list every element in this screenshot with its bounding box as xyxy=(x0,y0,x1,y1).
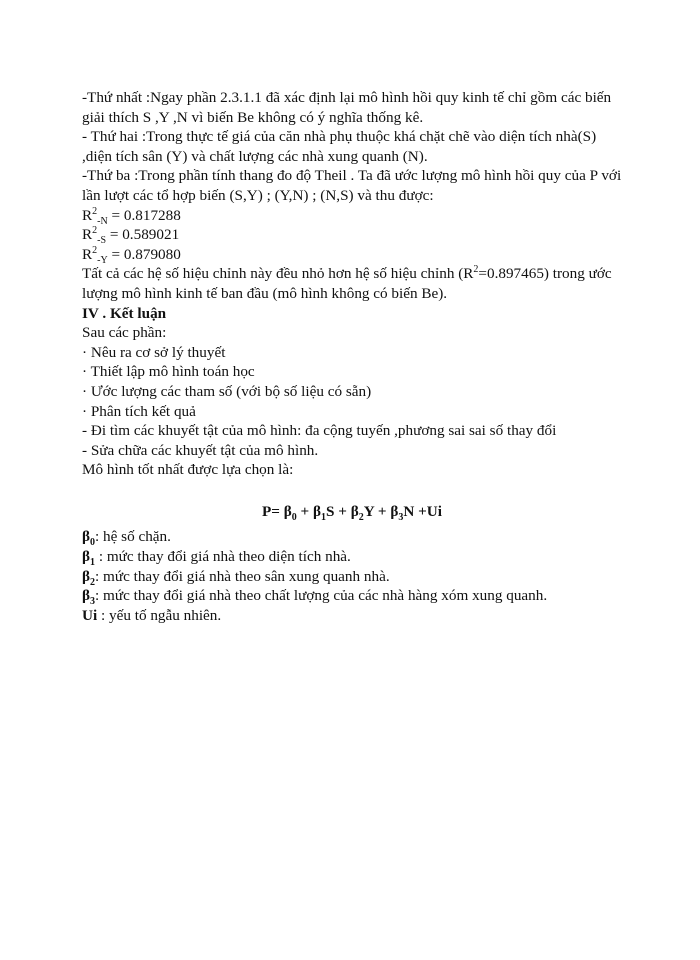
formula-sub: 0 xyxy=(291,511,297,523)
formula-part: P= β xyxy=(262,502,292,520)
definition-symbol: Ui xyxy=(82,606,98,624)
definition-symbol: β xyxy=(82,548,91,566)
paragraph-first: -Thứ nhất :Ngay phần 2.3.1.1 đã xác định lại mô hình hồi quy kinh tế chỉ gồm các biến giải thích S ,Y ,N vì biến Be không có ý nghĩa thống kê. xyxy=(82,89,612,126)
r2-line-s xyxy=(82,225,622,245)
definition-text: : mức thay đổi giá nhà theo diện tích nhà. xyxy=(95,548,351,566)
formula-part: N +Ui xyxy=(403,502,442,520)
r2-line-y xyxy=(82,245,622,265)
r2-sub: -Y xyxy=(97,254,108,266)
definition-beta1 xyxy=(82,547,622,567)
r2-value: = 0.879080 xyxy=(107,245,181,263)
section-heading-conclusion: IV . Kết luận xyxy=(82,304,167,322)
r2-value: = 0.589021 xyxy=(106,226,180,244)
list-item: - Sửa chữa các khuyết tật của mô hình. xyxy=(82,441,319,459)
definition-beta2 xyxy=(82,567,622,587)
formula-sub: 2 xyxy=(358,511,364,523)
definition-symbol: β xyxy=(82,567,91,585)
r2-sup: 2 xyxy=(92,205,98,217)
definition-sub: 0 xyxy=(90,537,96,549)
list-item: · Nêu ra cơ sở lý thuyết xyxy=(82,343,226,361)
comparison-paragraph xyxy=(82,264,622,303)
comparison-after: =0.897465) trong ước lượng mô hình kinh tế ban đầu (mô hình không có biến Be). xyxy=(82,265,612,302)
comparison-before: Tất cả các hệ số hiệu chỉnh này đều nhỏ hơn hệ số hiệu chỉnh (R xyxy=(82,265,474,283)
definition-sub: 3 xyxy=(90,596,96,608)
r2-base: R xyxy=(82,245,93,263)
definition-sub: 2 xyxy=(90,576,96,588)
document-body xyxy=(82,88,622,625)
r2-value: = 0.817288 xyxy=(107,206,181,224)
chosen-model-line: Mô hình tốt nhất được lựa chọn là: xyxy=(82,461,294,479)
intro-line: Sau các phần: xyxy=(82,324,167,342)
definition-beta0 xyxy=(82,527,622,547)
definition-text: : hệ số chặn. xyxy=(95,528,171,546)
r2-base: R xyxy=(82,206,93,224)
definition-symbol: β xyxy=(82,587,91,605)
formula-part: Y + β xyxy=(363,502,399,520)
definition-text: : mức thay đổi giá nhà theo chất lượng của các nhà hàng xóm xung quanh. xyxy=(95,587,548,605)
paragraph-third: -Thứ ba :Trong phần tính thang đo độ Theil . Ta đã ước lượng mô hình hồi quy của P với lần lượt các tổ hợp biến (S,Y) ; (Y,N) ; (N,S) và thu được: xyxy=(82,167,622,204)
comparison-sup: 2 xyxy=(473,264,479,276)
r2-base: R xyxy=(82,226,93,244)
list-item: - Đi tìm các khuyết tật của mô hình: đa cộng tuyến ,phương sai sai số thay đổi xyxy=(82,422,557,440)
definition-text: : yếu tố ngẫu nhiên. xyxy=(97,606,222,624)
formula-sub: 1 xyxy=(321,511,326,523)
list-item: · Phân tích kết quả xyxy=(82,402,196,420)
model-formula xyxy=(82,502,622,522)
definition-text: : mức thay đổi giá nhà theo sân xung quanh nhà. xyxy=(95,567,390,585)
definition-ui xyxy=(82,606,622,626)
r2-sub: -N xyxy=(97,215,108,227)
formula-sub: 3 xyxy=(398,511,404,523)
r2-sup: 2 xyxy=(92,225,98,237)
definition-symbol: β xyxy=(82,528,91,546)
formula-part: S + β xyxy=(326,502,359,520)
list-item: · Thiết lập mô hình toán học xyxy=(82,363,255,381)
r2-sup: 2 xyxy=(92,244,98,256)
definition-sub: 1 xyxy=(90,557,96,569)
formula-part: + β xyxy=(296,502,321,520)
paragraph-second: - Thứ hai :Trong thực tế giá của căn nhà phụ thuộc khá chặt chẽ vào diện tích nhà(S) ,diện tích sân (Y) và chất lượng các nhà xung quanh (N). xyxy=(82,128,597,165)
list-item: · Ước lượng các tham số (với bộ số liệu có sẵn) xyxy=(82,382,372,400)
r2-sub: -S xyxy=(97,235,107,247)
r2-line-n xyxy=(82,206,622,226)
definition-beta3 xyxy=(82,586,622,606)
